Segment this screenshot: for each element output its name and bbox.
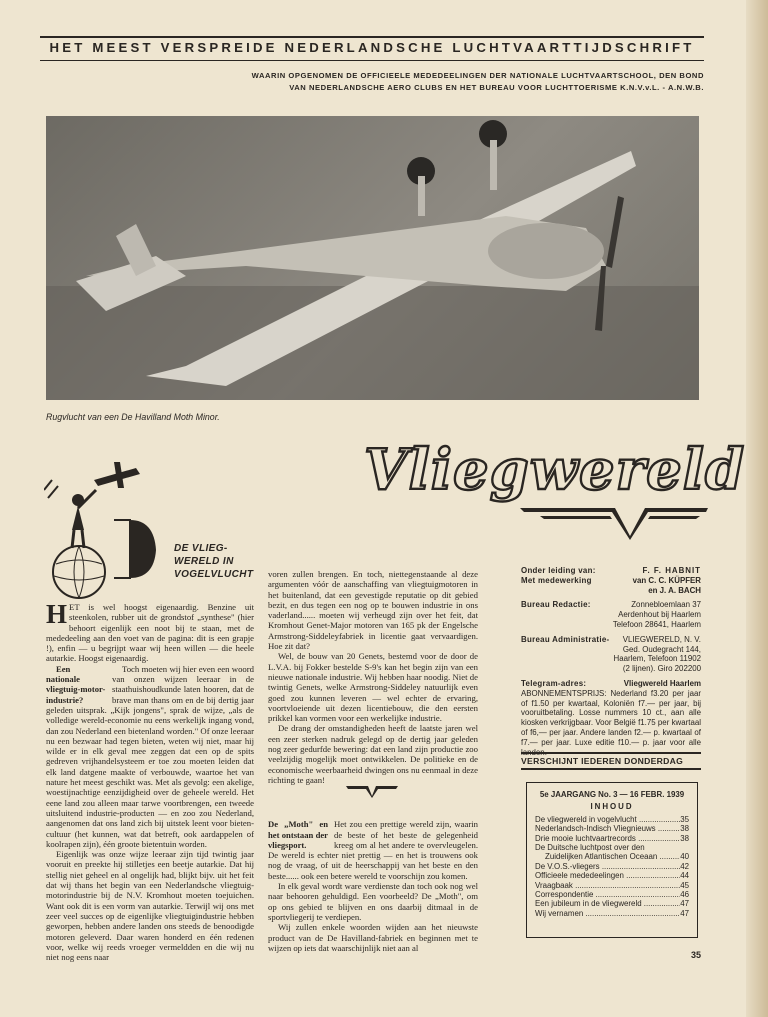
colophon-label: Bureau Administratie- — [521, 634, 610, 644]
subscription-text: ABONNEMENTSPRIJS: Nederland f3.20 per jaar of f1.50 per kwartaal, Koloniën f7.— per jaar, bij vooruitbetaling. Losse nummers 10 ct., aan alle kiosken verkrijgbaar. Voor België f1.75 per kwartaal of f6,— per jaar. Andere landen f2.— p. kwartaal of f7.— per jaar. Luxe editie f10.— p. jaar voor alle landen. — [521, 688, 701, 757]
colophon-label: Onder leiding van: — [521, 566, 596, 575]
toc-item-page: 38 — [680, 833, 689, 843]
toc-item-page: 46 — [680, 890, 689, 900]
toc-item-title: Correspondentie ..... — [535, 890, 680, 899]
section-title-line-1: DE VLIEG- — [174, 543, 228, 554]
toc-item-title: De Duitsche luchtpost over den — [535, 843, 645, 853]
toc-item — [535, 852, 689, 861]
article-column-2 — [268, 569, 478, 953]
toc-item-page: 44 — [680, 871, 689, 881]
toc-item — [535, 843, 689, 852]
colophon-value: en J. A. BACH — [648, 585, 701, 595]
logo-vliegwereld: Vliegwereld — [364, 437, 746, 503]
toc-item — [535, 881, 689, 890]
masthead: HET MEEST VERSPREIDE NEDERLANDSCHE LUCHTVAARTTIJDSCHRIFT — [49, 40, 695, 55]
toc-item — [535, 824, 689, 833]
section-title-line-2: WERELD IN — [174, 556, 234, 567]
logo-wing-icon — [520, 500, 710, 540]
toc-item-page: 35 — [680, 814, 689, 824]
section-title-line-3: VOGELVLUCHT — [174, 569, 254, 580]
photo-caption: Rugvlucht van een De Havilland Moth Minor. — [46, 412, 220, 422]
colophon-row — [521, 679, 701, 689]
toc-item-page: 38 — [680, 824, 689, 834]
issue-line: 5e JAARGANG No. 3 — 16 FEBR. 1939 — [539, 790, 685, 799]
toc-item-page: 47 — [680, 908, 689, 918]
colophon-label: Bureau Redactie: — [521, 600, 591, 610]
toc-item-title: De V.O.S.-vliegers ..... — [535, 862, 680, 871]
toc-item — [535, 834, 689, 843]
colophon-value: Aerdenhout bij Haarlem — [618, 610, 701, 620]
toc-item — [535, 815, 689, 824]
colophon-value: Haarlem, Telefoon 11902 — [613, 654, 701, 664]
article-paragraph — [268, 819, 478, 881]
toc-item-page: 47 — [680, 899, 689, 909]
toc-item-title: Zuidelijken Atlantischen Oceaan ..... — [545, 852, 680, 861]
paragraph-text: Toch moeten wij hier even een woord van onzen wijzen leeraar in de staathuishoudkunde laten hooren, dat de brave man thans om en de bij dertig jaar geleden uitsprak. „Kijk jongens", sprak de wijze, „als de volledige wereld-economie nu eens werkelijk ingang vond, dan zou Nederland een bietenland worden." Of onze leeraar nu een bezwaar had tegen bieten, weten wij niet, maar hij wilde er in elk geval mee zeggen dat een op de spits gedreven vrijhandelsysteem er toe zou moeten leiden dat elk land datgene maakte of verbouwde, waartoe het van nature het meest geschikt was. Met als gevolg: een akelige, woestijnachtige eenzijdigheid over de geheele wereld. Het eene land zou alleen maar tarwe voortbrengen, een tweede uitsluitend industrie-producten — en zoo zou Nederland, aangenomen dat ons land zich bij uitstek leent voor bieten-cultuur (het kunnen, wat dat betreft, ook aardappelen of koolrapen zijn), één groote bietentuin worden. — [46, 663, 254, 849]
dropcap: H — [46, 599, 68, 629]
toc-item-title: Een jubileum in de vliegwereld ..... — [535, 899, 680, 908]
side-heading: Een nationale vliegtuig-motor-industrie? — [46, 663, 106, 705]
toc-item — [535, 909, 689, 918]
article-column-1 — [46, 599, 254, 963]
section-title — [174, 542, 253, 581]
toc-item-title: Nederlandsch-Indisch Vliegnieuws ..... — [535, 824, 680, 833]
colophon-value: Ged. Oudegracht 144, — [622, 644, 701, 654]
article-paragraph: Wel, de bouw van 20 Genets, bestemd voor de door de L.V.A. bij Fokker bestelde S-9's kan het begin zijn van een nieuwe nationale industrie. Wij hebben haar noodig. Niet de twintig Genets, welke Armstrong-Siddeley natuurlijk even goed zou kunnen leveren — wel echter de ervaring, voortvloeiende uit dezen licentiebouw, die den eersten prikkel kan vormen voor een werkelijke industrie. — [268, 651, 478, 724]
colophon-label: Telegram-adres: — [521, 678, 587, 688]
paragraph-text: ET is wel hoogst eigenaardig. Benzine uit steenkolen, rubber uit de grondstof „synthese" (hier behoort eigenlijk een noot bij te staan, met de mededeeling aan den voet van de pagina: dit is een grapje !), enfin — u begrijpt waar wij heen willen — die heele autarkie. Hoogst eigenaardig. — [46, 602, 254, 664]
colophon-value: van C. C. KÜPFER — [632, 575, 701, 585]
article-paragraph: voren zullen brengen. En toch, niettegenstaande al deze argumenten vóór de aanschaffing van vliegtuigmotoren in het buitenland, dat een gevestigde reputatie op dit gebied bezit, en dus tegen een nog op te bouwen industrie in ons vaderland...... moeten wij verheugd zijn over het feit, dat Kromhout Genet-Major motoren van 165 pk der Engelsche Armstrong-Siddeleyfabriek in licentie gaat vervaardigen. Hoe zit dat? — [268, 569, 478, 652]
article-paragraph: Eigenlijk was onze wijze leeraar zijn tijd twintig jaar vooruit en preekte hij stilletjes een beetje autarkie. Dat hij stellig niet geheel en al ongelijk had, blijkt bijv. uit het feit dat wij thans het begin van een Nederlandsche vliegtuig-motorindustrie bij de N.V. Kromhout moeten toejuichen. Want ook dit is een vorm van autarkie. Terwijl wij ons met zeer veel succes op de eigenlijke vliegtuigindustrie hebben geworpen, hebben andere landen ons steeds de benoodigde motoren geleverd. Daar waren honderd en één redenen voor, welke wij reeds vroeger vermeldden en die wij nu niet nog eens naar — [46, 849, 254, 963]
aviator-globe-illustration — [44, 460, 164, 600]
colophon-value: (2 lijnen). Giro 202200 — [622, 664, 701, 674]
colophon-row — [521, 600, 701, 610]
toc-item-title: De vliegwereld in vogelvlucht ..... — [535, 815, 680, 824]
rule-top — [40, 36, 704, 38]
publication-schedule: VERSCHIJNT IEDEREN DONDERDAG — [521, 752, 701, 770]
toc-item — [535, 862, 689, 871]
colophon-label: Met medewerking — [521, 575, 592, 585]
airplane-photo — [46, 116, 699, 400]
toc-item — [535, 899, 689, 908]
subheading-line-1: WAARIN OPGENOMEN DE OFFICIEELE MEDEDEELINGEN DER NATIONALE LUCHTVAARTSCHOOL, DEN BOND — [251, 71, 704, 80]
paragraph-text: Het zou een prettige wereld zijn, waarin de beste of het beste de gelegenheid kreeg om al het andere te overvleugelen. De wereld is echter niet prettig — en het is trouwens ook nog de vraag, of uit de heerschappij van het beste en den beste...... ook een betere wereld te voorschijn zou komen. — [268, 819, 478, 881]
table-of-contents — [526, 782, 698, 938]
side-heading: De „Moth" en het ontstaan der vliegsport. — [268, 819, 328, 850]
toc-item-title: Drie mooie luchtvaartrecords ..... — [535, 834, 680, 843]
toc-item — [535, 890, 689, 899]
rule-masthead — [40, 60, 704, 61]
colophon-value: VLIEGWERELD, N. V. — [622, 634, 701, 644]
airplane-illustration — [46, 116, 699, 400]
colophon — [521, 566, 701, 757]
article-paragraph: De drang der omstandigheden heeft de laatste jaren wel een zeer sterken nadruk gelegd op de dertig jaar geleden nog zeer gedurfde bewering: dat een land zijn productie zoo veelzijdig mogelijk moet ontwikkelen. De politieke en de economische weerbaarheid dwingen ons nu eenmaal in deze richting te gaan! — [268, 723, 478, 785]
article-paragraph: In elk geval wordt ware verdienste dan toch ook nog wel naar behooren gehuldigd. Een voorbeeld? De „Moth", om op ons gebied te blijven en ons daarbij ditmaal in de sportvliegerij te verdiepen. — [268, 881, 478, 922]
article-paragraph — [46, 599, 254, 664]
colophon-row — [521, 566, 701, 576]
toc-heading: INHOUD — [590, 802, 634, 812]
colophon-value: Telefoon 28641, Haarlem — [612, 619, 701, 629]
colophon-value: Vliegwereld Haarlem — [623, 678, 701, 688]
subheading-line-2: VAN NEDERLANDSCHE AERO CLUBS EN HET BUREAU VOOR LUCHTTOERISME K.N.V.v.L. - A.N.W.B. — [289, 83, 704, 92]
toc-item — [535, 871, 689, 880]
article-paragraph: Wij zullen enkele woorden wijden aan het nieuwste product van de De Havilland-fabriek en beginnen met te wijzen op iets dat waarschijnlijk niet aan al — [268, 922, 478, 953]
colophon-row — [521, 635, 701, 645]
subheading — [180, 70, 704, 94]
toc-item-page: 40 — [680, 852, 689, 862]
page-number: 35 — [691, 950, 702, 960]
article-paragraph — [46, 664, 254, 849]
colophon-value: F. F. HABNIT — [642, 566, 701, 575]
toc-item-page: 42 — [680, 861, 689, 871]
page-edge — [746, 0, 768, 1017]
toc-item-title: Officieele mededeelingen ..... — [535, 871, 680, 880]
colophon-value: Zonnebloemlaan 37 — [631, 600, 701, 610]
colophon-row — [521, 576, 701, 586]
toc-item-title: Vraagbaak ..... — [535, 881, 680, 890]
toc-item-page: 45 — [680, 880, 689, 890]
divider-wing-icon — [346, 782, 398, 798]
toc-item-title: Wij vernamen ..... — [535, 909, 680, 918]
